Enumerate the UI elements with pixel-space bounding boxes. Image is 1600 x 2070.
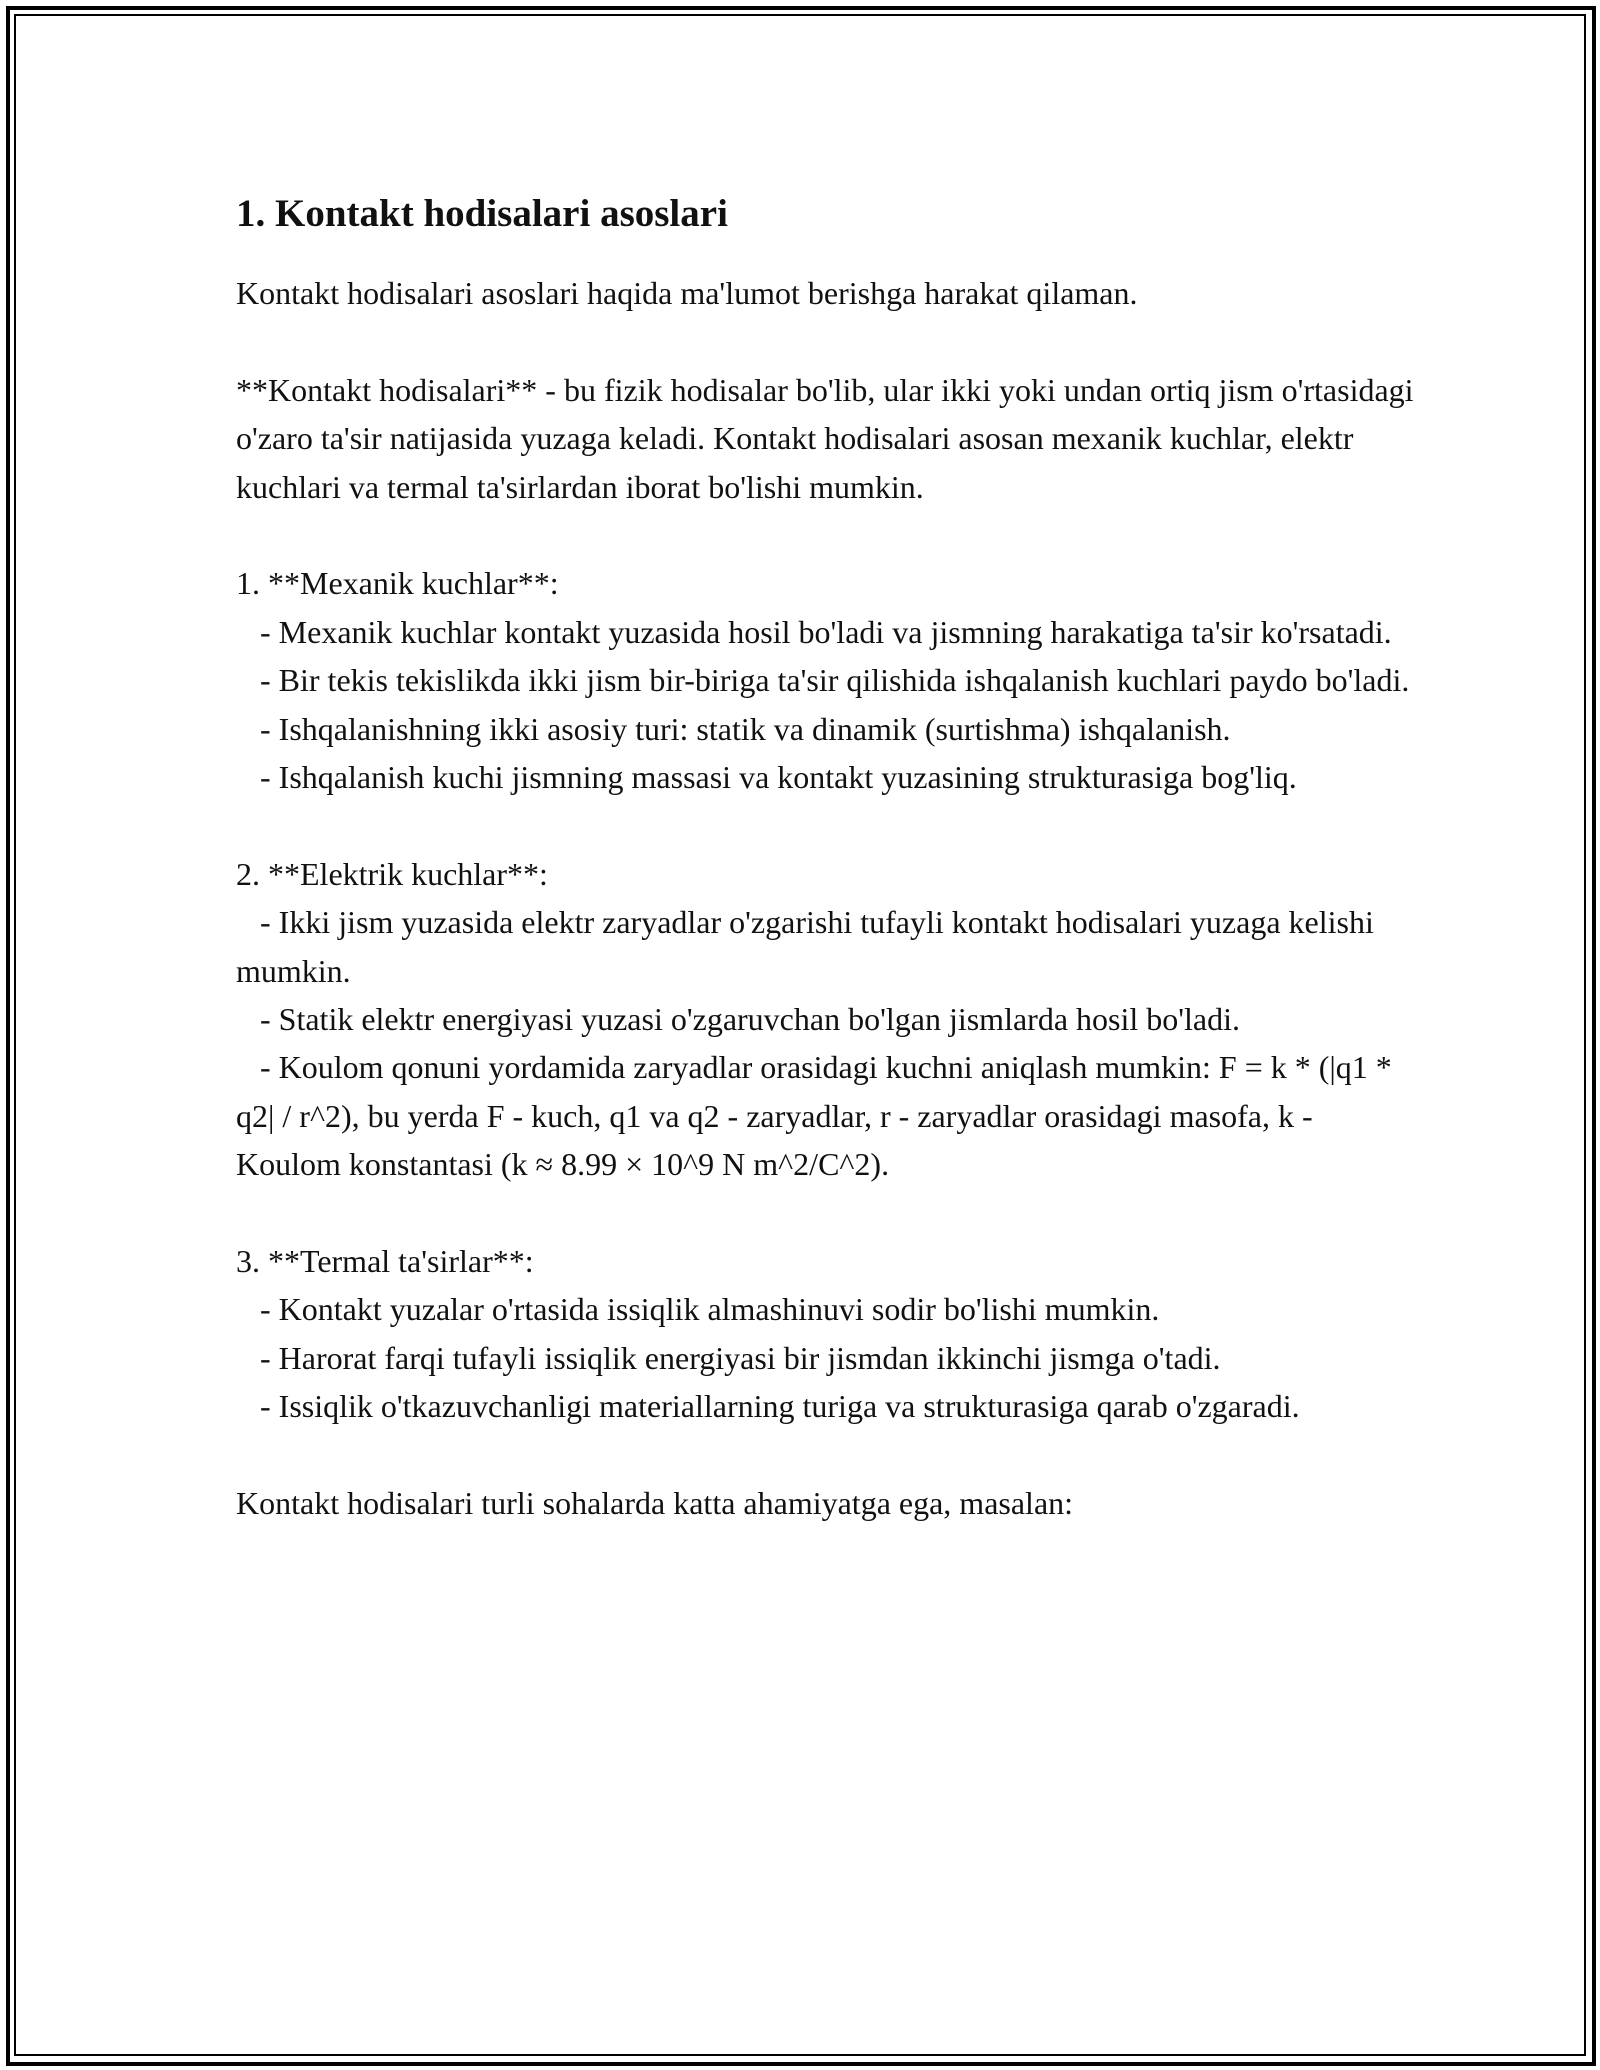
paragraph-gap — [236, 317, 1416, 365]
list-item: - Koulom qonuni yordamida zaryadlar orasidagi kuchni aniqlash mumkin: F = k * (|q1 * q2| / r^2), bu yerda F - kuch, q1 va q2 - zaryadlar, r - zaryadlar orasidagi masofa, k - Koulom konstantasi (k ≈ 8.99 × 10^9 N m^2/C^2). — [236, 1049, 1400, 1183]
closing-paragraph: Kontakt hodisalari turli sohalarda katta ahamiyatga ega, masalan: — [236, 1485, 1074, 1522]
list-item: - Statik elektr energiyasi yuzasi o'zgaruvchan bo'lgan jismlarda hosil bo'ladi. — [236, 1001, 1240, 1038]
section-thermal — [236, 1237, 1416, 1431]
section-electrical — [236, 850, 1416, 1189]
list-item: - Bir tekis tekislikda ikki jism bir-biriga ta'sir qilishida ishqalanish kuchlari paydo bo'ladi. — [236, 662, 1410, 699]
section-heading: 3. **Termal ta'sirlar**: — [236, 1243, 534, 1280]
paragraph-gap — [236, 801, 1416, 849]
list-item: - Ikki jism yuzasida elektr zaryadlar o'zgarishi tufayli kontakt hodisalari yuzaga kelishi mumkin. — [236, 904, 1382, 989]
list-item: - Ishqalanish kuchi jismning massasi va kontakt yuzasining strukturasiga bog'liq. — [236, 759, 1297, 796]
list-item: - Harorat farqi tufayli issiqlik energiyasi bir jismdan ikkinchi jismga o'tadi. — [236, 1339, 1221, 1376]
list-item: - Ishqalanishning ikki asosiy turi: statik va dinamik (surtishma) ishqalanish. — [236, 710, 1231, 747]
list-item: - Kontakt yuzalar o'rtasida issiqlik almashinuvi sodir bo'lishi mumkin. — [236, 1291, 1160, 1328]
paragraph-gap — [236, 1431, 1416, 1479]
document-title: 1. Kontakt hodisalari asoslari — [236, 192, 728, 235]
section-heading: 2. **Elektrik kuchlar**: — [236, 855, 548, 892]
definition-paragraph: **Kontakt hodisalari** - bu fizik hodisalar bo'lib, ular ikki yoki undan ortiq jism o'rtasidagi o'zaro ta'sir natijasida yuzaga keladi. Kontakt hodisalari asosan mexanik kuchlar, elektr kuchlari va termal ta'sirlardan iborat bo'lishi mumkin. — [236, 371, 1422, 505]
paragraph-gap — [236, 511, 1416, 559]
document-body — [236, 185, 1422, 1527]
section-heading: 1. **Mexanik kuchlar**: — [236, 565, 559, 602]
paragraph-gap — [236, 1189, 1416, 1237]
list-item: - Mexanik kuchlar kontakt yuzasida hosil bo'ladi va jismning harakatiga ta'sir ko'rsatadi. — [236, 613, 1392, 650]
intro-paragraph: Kontakt hodisalari asoslari haqida ma'lumot berishga harakat qilaman. — [236, 275, 1138, 311]
list-item: - Issiqlik o'tkazuvchanligi materiallarning turiga va strukturasiga qarab o'zgaradi. — [236, 1388, 1300, 1425]
section-mechanical — [236, 559, 1416, 801]
